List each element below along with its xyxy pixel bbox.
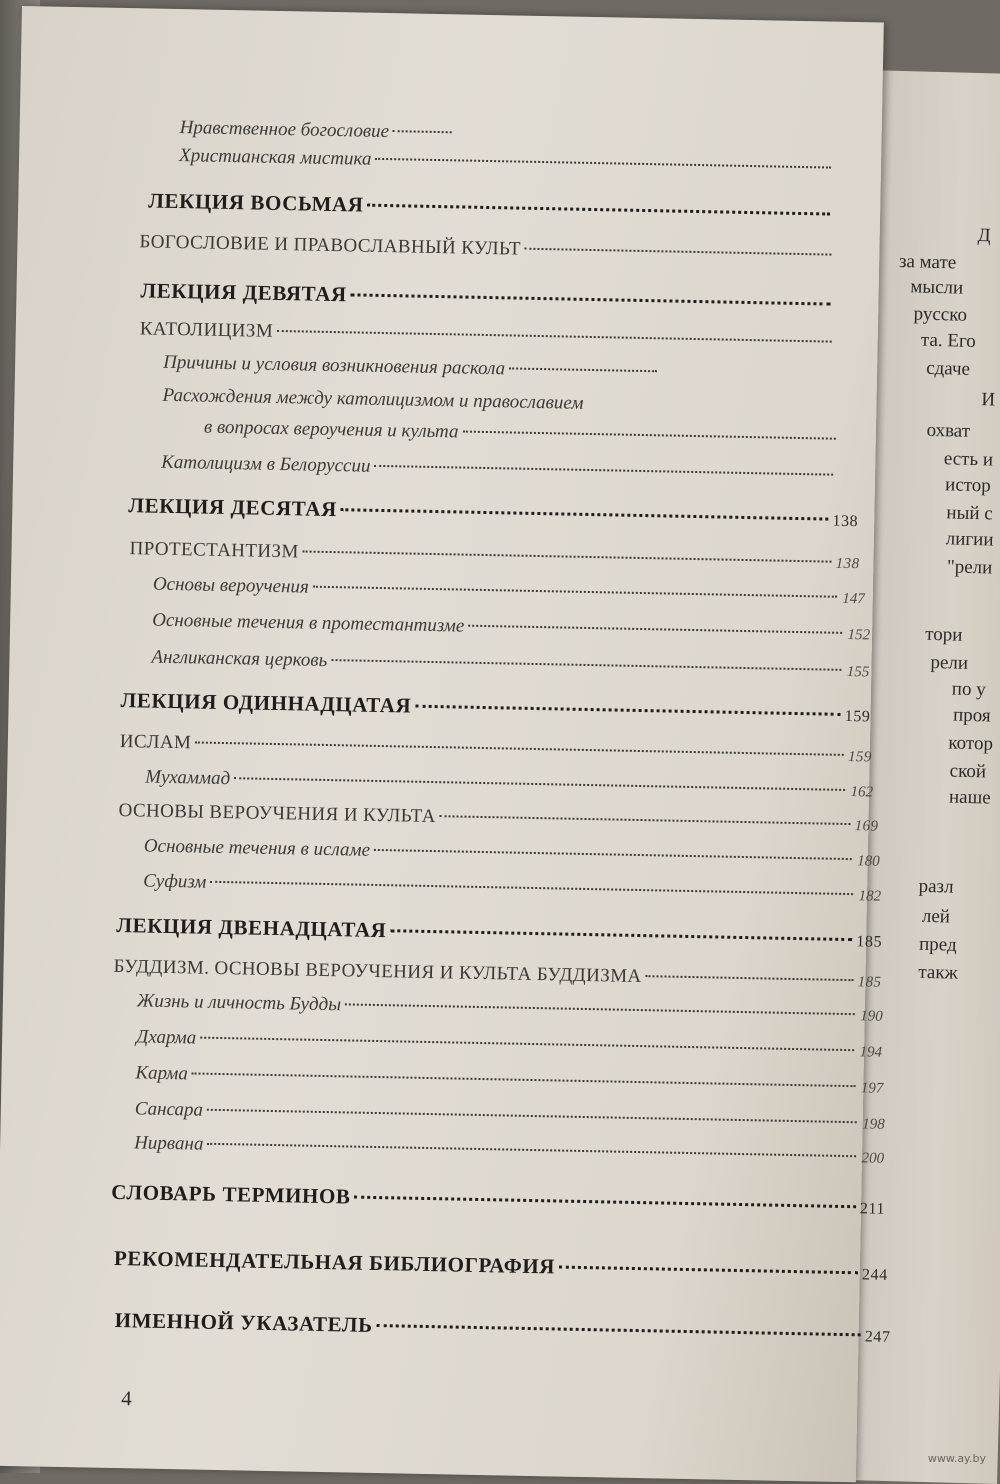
leader-dots <box>390 929 852 941</box>
toc-entry-lecture <box>140 278 858 317</box>
toc-entry-title: Сансара <box>135 1098 204 1121</box>
toc-entry-title: ПРОТЕСТАНТИЗМ <box>129 538 299 563</box>
leader-dots <box>345 1003 855 1015</box>
toc-entry-sub <box>134 1132 884 1168</box>
leader-dots <box>354 1196 855 1209</box>
right-page-line: сдаче <box>926 358 970 381</box>
toc-entry-sub <box>161 452 861 487</box>
right-page-line: лигии <box>945 528 993 551</box>
toc-entry-page-number: 190 <box>859 1008 883 1025</box>
right-page-line: по у <box>952 679 986 702</box>
leader-dots <box>468 625 842 634</box>
leader-dots <box>234 777 845 791</box>
toc-entry-title: Суфизм <box>143 870 207 893</box>
toc-entry-title: Нравственное богословие <box>179 117 389 143</box>
toc-entry-sub <box>136 1026 882 1062</box>
toc-entry-page-number: 211 <box>860 1200 886 1218</box>
toc-entry-section <box>139 231 859 267</box>
toc-entry-title: ЛЕКЦИЯ ДЕВЯТАЯ <box>140 278 347 307</box>
toc-entry-page-number: 138 <box>832 513 858 531</box>
toc-entry-sub <box>151 647 869 683</box>
toc-entry-sub <box>179 117 479 145</box>
toc-entry-title: Нирвана <box>134 1132 204 1155</box>
toc-entry-page-number: 159 <box>848 749 872 766</box>
toc-entry-lecture <box>114 1246 888 1286</box>
leader-dots <box>207 1143 856 1157</box>
toc-entry-lecture <box>115 1308 891 1348</box>
toc-entry-title: КАТОЛИЦИЗМ <box>140 318 274 343</box>
toc-entry-section <box>120 731 872 767</box>
leader-dots <box>440 815 851 825</box>
right-page-line: есть и <box>944 448 994 471</box>
right-page-line: охват <box>926 420 970 443</box>
toc-entry-sub <box>144 835 880 871</box>
leader-dots <box>341 508 829 520</box>
right-page-line: та. Его <box>921 330 976 353</box>
toc-entry-title: Карма <box>135 1062 188 1085</box>
toc-entry-title: ЛЕКЦИЯ ДВЕНАДЦАТАЯ <box>116 913 387 943</box>
leader-dots <box>374 465 833 476</box>
toc-entry-page-number: 247 <box>865 1328 891 1346</box>
watermark: www.ay.by <box>928 1452 986 1465</box>
leader-dots <box>646 975 854 981</box>
leader-dots <box>377 1324 861 1336</box>
toc-entry-page-number: 162 <box>849 784 873 801</box>
toc-entry-section <box>129 538 859 574</box>
right-page-line: пред <box>919 934 957 957</box>
toc-entry-sub <box>143 870 881 906</box>
toc-entry-lecture <box>120 688 870 727</box>
toc-entry-title: Основные течения в протестантизме <box>152 610 465 638</box>
toc-entry-section <box>140 318 860 354</box>
right-page-line: русско <box>913 303 967 326</box>
leader-dots <box>559 1266 858 1275</box>
toc-entry-page-number: 198 <box>861 1116 885 1133</box>
toc-entry-title: Расхождения между католицизмом и православием <box>162 385 583 415</box>
toc-entry-title: Мухаммад <box>145 767 230 791</box>
toc-entry-section <box>113 956 881 993</box>
right-page-line: проя <box>953 705 991 728</box>
toc-entry-sub <box>204 417 864 452</box>
right-page-line: лей <box>922 906 951 929</box>
leader-dots <box>525 248 832 256</box>
toc-entry-sub <box>162 385 862 420</box>
toc-entry-title: ИСЛАМ <box>120 731 192 754</box>
leader-dots <box>192 1072 856 1087</box>
right-page-line: мысли <box>910 276 963 299</box>
toc-entry-title: Основные течения в исламе <box>144 835 371 861</box>
toc-entry-title: Основы вероучения <box>153 574 309 599</box>
leader-dots <box>210 881 853 895</box>
toc-entry-page-number: 200 <box>860 1150 884 1167</box>
leader-dots <box>303 550 832 562</box>
toc-entry-page-number: 194 <box>858 1044 882 1061</box>
toc-entry-title: Католицизм в Белоруссии <box>161 452 371 478</box>
toc-entry-sub <box>135 1062 883 1098</box>
toc-entry-page-number: 152 <box>846 627 870 644</box>
leader-dots <box>509 367 657 372</box>
table-of-contents <box>0 6 884 1482</box>
right-page-line: тори <box>925 624 963 647</box>
toc-entry-lecture <box>116 913 882 953</box>
toc-entry-section <box>118 800 878 837</box>
page-number: 4 <box>121 1386 132 1411</box>
toc-entry-sub <box>163 352 685 384</box>
toc-entry-page-number: 169 <box>854 818 878 835</box>
leader-dots <box>415 705 840 716</box>
right-page-line: такж <box>918 962 958 985</box>
toc-entry-page-number: 182 <box>857 888 881 905</box>
leader-dots <box>277 330 832 343</box>
toc-entry-page-number: 147 <box>841 591 865 608</box>
toc-entry-page-number: 159 <box>845 708 871 726</box>
toc-entry-title: Англиканская церковь <box>151 647 327 672</box>
toc-entry-sub <box>153 574 865 610</box>
toc-entry-lecture <box>148 188 858 227</box>
toc-entry-lecture <box>111 1180 885 1220</box>
leader-dots <box>368 204 831 216</box>
toc-entry-title: Жизнь и личность Будды <box>137 990 342 1016</box>
leader-dots <box>207 1109 857 1123</box>
toc-entry-title: БУДДИЗМ. ОСНОВЫ ВЕРОУЧЕНИЯ И КУЛЬТА БУДДИЗМА <box>113 956 641 988</box>
right-page-line: Д <box>977 225 991 247</box>
toc-entry-title: РЕКОМЕНДАТЕЛЬНАЯ БИБЛИОГРАФИЯ <box>114 1246 556 1279</box>
toc-entry-page-number: 244 <box>862 1266 888 1284</box>
toc-entry-title: ЛЕКЦИЯ ДЕСЯТАЯ <box>128 493 337 522</box>
left-page <box>0 6 884 1482</box>
right-page-line: ный с <box>946 502 993 525</box>
toc-entry-sub <box>135 1098 885 1134</box>
toc-entry-title: БОГОСЛОВИЕ И ПРАВОСЛАВНЫЙ КУЛЬТ <box>139 231 521 260</box>
leader-dots <box>200 1037 854 1052</box>
toc-entry-page-number: 138 <box>835 556 859 573</box>
right-page-line: И <box>981 389 995 411</box>
toc-entry-sub <box>152 610 870 646</box>
right-page-line: ской <box>949 760 986 783</box>
right-page-line: за мате <box>899 251 957 274</box>
right-page-line: котор <box>948 732 993 755</box>
right-page-line: разл <box>918 876 953 899</box>
toc-entry-page-number: 180 <box>856 853 880 870</box>
toc-entry-title: в вопросах вероучения и культа <box>204 417 459 444</box>
toc-entry-title: СЛОВАРЬ ТЕРМИНОВ <box>111 1180 351 1210</box>
toc-entry-lecture <box>128 493 858 532</box>
right-page-line: рели <box>930 652 968 675</box>
toc-entry-page-number: 155 <box>845 664 869 681</box>
leader-dots <box>195 741 843 755</box>
toc-entry-title: ЛЕКЦИЯ ВОСЬМАЯ <box>148 188 364 217</box>
toc-entry-title: Христианская мистика <box>179 145 372 171</box>
toc-entry-sub <box>137 990 883 1026</box>
toc-entry-title: ЛЕКЦИЯ ОДИННАДЦАТАЯ <box>120 688 411 719</box>
leader-dots <box>375 158 831 169</box>
toc-entry-title: Дхарма <box>136 1026 196 1049</box>
toc-entry-page-number: 185 <box>857 974 881 991</box>
toc-entry-sub <box>179 145 859 180</box>
toc-entry-title: ИМЕННОЙ УКАЗАТЕЛЬ <box>115 1308 373 1338</box>
right-page-line: наше <box>949 786 991 809</box>
leader-dots <box>331 659 841 671</box>
leader-dots <box>374 849 852 860</box>
toc-entry-page-number: 197 <box>859 1080 883 1097</box>
leader-dots <box>313 586 837 598</box>
right-page-line: "рели <box>947 556 993 579</box>
leader-dots <box>351 293 831 305</box>
leader-dots <box>393 130 452 133</box>
toc-entry-title: Причины и условия возникновения раскола <box>163 352 505 381</box>
toc-entry-sub <box>145 767 873 803</box>
leader-dots <box>462 431 835 440</box>
toc-entry-title: ОСНОВЫ ВЕРОУЧЕНИЯ И КУЛЬТА <box>118 800 436 828</box>
right-page-line: истор <box>945 474 991 497</box>
toc-entry-page-number: 185 <box>856 933 882 951</box>
